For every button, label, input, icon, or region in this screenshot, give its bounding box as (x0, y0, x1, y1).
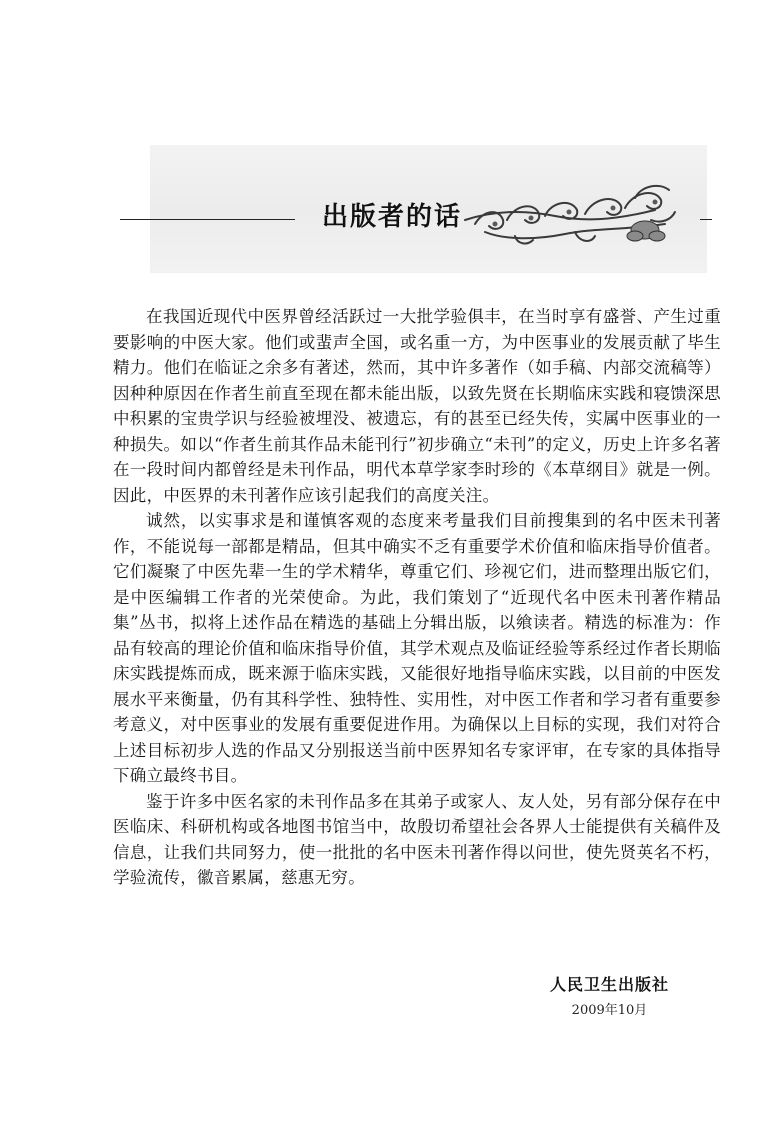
body-text (113, 304, 721, 891)
paragraph-2: 诚然，以实事求是和谨慎客观的态度来考量我们目前搜集到的名中医未刊著作，不能说每一部都是精品，但其中确实不乏有重要学术价值和临床指导价值者。它们凝聚了中医先辈一生的学术精华，尊重它们、珍视它们，进而整理出版它们，是中医编辑工作者的光荣使命。为此，我们策划了“近现代名中医未刊著作精品集”丛书，拟将上述作品在精选的基础上分辑出版，以飨读者。精选的标准为：作品有较高的理论价值和临床指导价值，其学术观点及临证经验等系经过作者长期临床实践提炼而成，既来源于临床实践，又能很好地指导临床实践，以目前的中医发展水平来衡量，仍有其科学性、独特性、实用性，对中医工作者和学习者有重要参考意义，对中医事业的发展有重要促进作用。为确保以上目标的实现，我们对符合上述目标初步人选的作品又分别报送当前中医界知名专家评审，在专家的具体指导下确立最终书目。 (113, 511, 721, 785)
header-rule-left (120, 219, 295, 220)
floral-ornament-icon (455, 180, 685, 252)
paragraph-1: 在我国近现代中医界曾经活跃过一大批学验俱丰，在当时享有盛誉、产生过重要影响的中医大家。他们或蜚声全国，或名重一方，为中医事业的发展贡献了毕生精力。他们在临证之余多有著述，然而，其中许多著作（如手稿、内部交流稿等）因种种原因在作者生前直至现在都未能出版，以致先贤在长期临床实践和寝馈深思中积累的宝贵学识与经验被埋没、被遗忘，有的甚至已经失传，实属中医事业的一种损失。如以“作者生前其作品未能刊行”初步确立“未刊”的定义，历史上许多名著在一段时间内都曾经是未刊作品，明代本草学家李时珍的《本草纲目》就是一例。因此，中医界的未刊著作应该引起我们的高度关注。 (113, 307, 721, 505)
publisher-name: 人民卫生出版社 (549, 975, 669, 994)
signature-block (550, 972, 669, 1018)
page-title: 出版者的话 (322, 202, 463, 232)
paragraph-3: 鉴于许多中医名家的未刊作品多在其弟子或家人、友人处，另有部分保存在中医临床、科研机构或各地图书馆当中，故殷切希望社会各界人士能提供有关稿件及信息，让我们共同努力，使一批批的名中医未刊著作得以问世，使先贤英名不朽，学验流传，徽音累属，慈惠无穷。 (113, 791, 721, 887)
header-rule-right (700, 219, 712, 220)
publish-date: 2009年10月 (571, 1003, 648, 1018)
